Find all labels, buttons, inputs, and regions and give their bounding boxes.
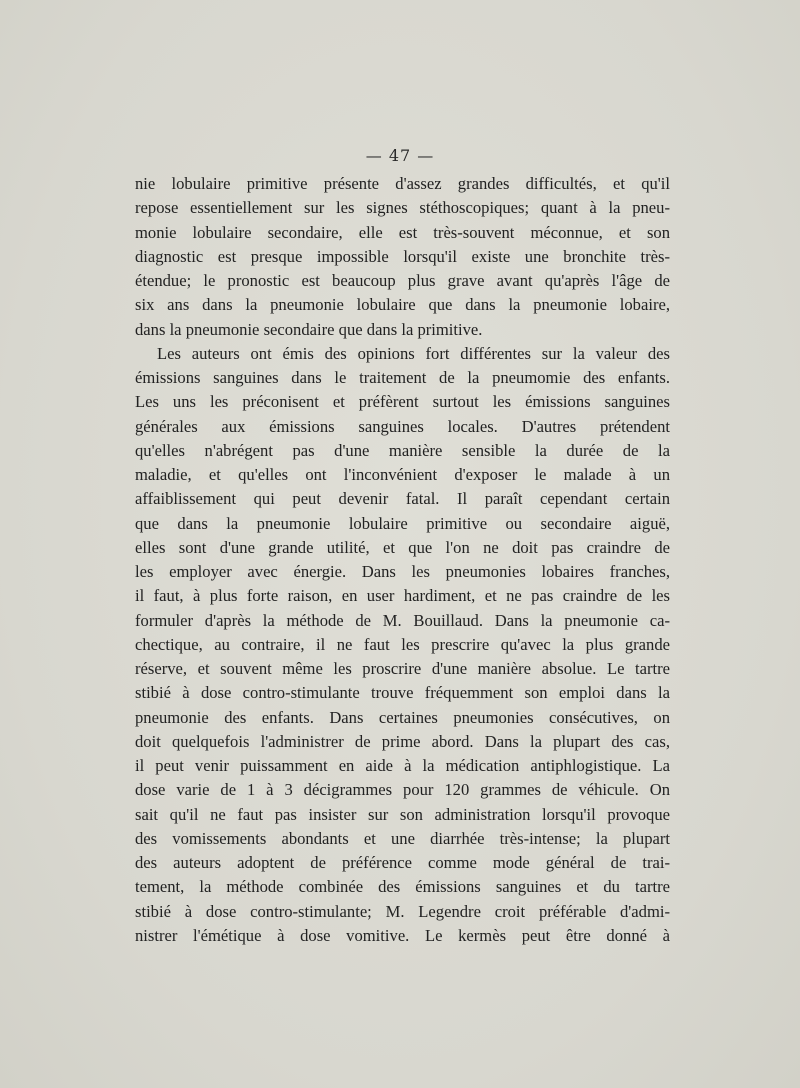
text-line: Les uns les préconisent et préfèrent surtout les émissions sanguines xyxy=(135,392,670,412)
text-line: chectique, au contraire, il ne faut les prescrire qu'avec la plus grande xyxy=(135,634,670,654)
text-line: Les auteurs ont émis des opinions fort différentes sur la valeur des xyxy=(157,343,670,363)
text-line: affaiblissement qui peut devenir fatal. Il paraît cependant certain xyxy=(135,489,670,509)
text-line: doit quelquefois l'administrer de prime abord. Dans la plupart des cas, xyxy=(135,731,670,751)
text-line: tement, la méthode combinée des émissions sanguines et du tartre xyxy=(135,877,670,897)
text-line: des auteurs adoptent de préférence comme mode général de trai- xyxy=(135,853,670,872)
text-line: nie lobulaire primitive présente d'assez grandes difficultés, et qu'il xyxy=(135,174,670,193)
text-line: que dans la pneumonie lobulaire primitive ou secondaire aiguë, xyxy=(135,513,670,533)
text-line: dose varie de 1 à 3 décigrammes pour 120 grammes de véhicule. On xyxy=(135,780,670,800)
text-line: étendue; le pronostic est beaucoup plus grave avant qu'après l'âge de xyxy=(135,271,670,290)
text-line: diagnostic est presque impossible lorsqu'il existe une bronchite très- xyxy=(135,246,670,266)
text-line: réserve, et souvent même les proscrire d'une manière absolue. Le tartre xyxy=(135,659,670,678)
text-line: dans la pneumonie secondaire que dans la primitive. xyxy=(135,319,483,339)
text-line: elles sont d'une grande utilité, et que l'on ne doit pas craindre de xyxy=(135,537,670,557)
text-line: repose essentiellement sur les signes stéthoscopiques; quant à la pneu- xyxy=(135,198,670,218)
text-line: des vomissements abondants et une diarrhée très-intense; la plupart xyxy=(135,828,670,848)
page-number: — 47 — xyxy=(365,146,435,165)
text-line: qu'elles n'abrégent pas d'une manière sensible la durée de la xyxy=(135,440,670,460)
text-line: générales aux émissions sanguines locales. D'autres prétendent xyxy=(135,416,670,436)
text-line: sait qu'il ne faut pas insister sur son administration lorsqu'il provoque xyxy=(135,804,670,824)
text-line: monie lobulaire secondaire, elle est très-souvent méconnue, et son xyxy=(135,222,670,242)
text-line: il faut, à plus forte raison, en user hardiment, et ne pas craindre de les xyxy=(135,586,670,606)
text-line: six ans dans la pneumonie lobulaire que dans la pneumonie lobaire, xyxy=(135,295,670,315)
text-line: formuler d'après la méthode de M. Bouillaud. Dans la pneumonie ca- xyxy=(135,610,670,630)
text-line: émissions sanguines dans le traitement de la pneumomie des enfants. xyxy=(135,368,670,387)
text-line: maladie, et qu'elles ont l'inconvénient d'exposer le malade à un xyxy=(135,465,670,484)
text-line: nistrer l'émétique à dose vomitive. Le kermès peut être donné à xyxy=(135,925,670,945)
text-line: les employer avec énergie. Dans les pneumonies lobaires franches, xyxy=(135,562,670,581)
text-line: pneumonie des enfants. Dans certaines pneumonies consécutives, on xyxy=(135,707,670,727)
text-line: il peut venir puissamment en aide à la médication antiphlogistique. La xyxy=(135,756,670,775)
text-line: stibié à dose contro-stimulante trouve fréquemment son emploi dans la xyxy=(135,683,670,703)
body-text xyxy=(135,172,670,948)
text-line: stibié à dose contro-stimulante; M. Legendre croit préférable d'admi- xyxy=(135,901,670,921)
